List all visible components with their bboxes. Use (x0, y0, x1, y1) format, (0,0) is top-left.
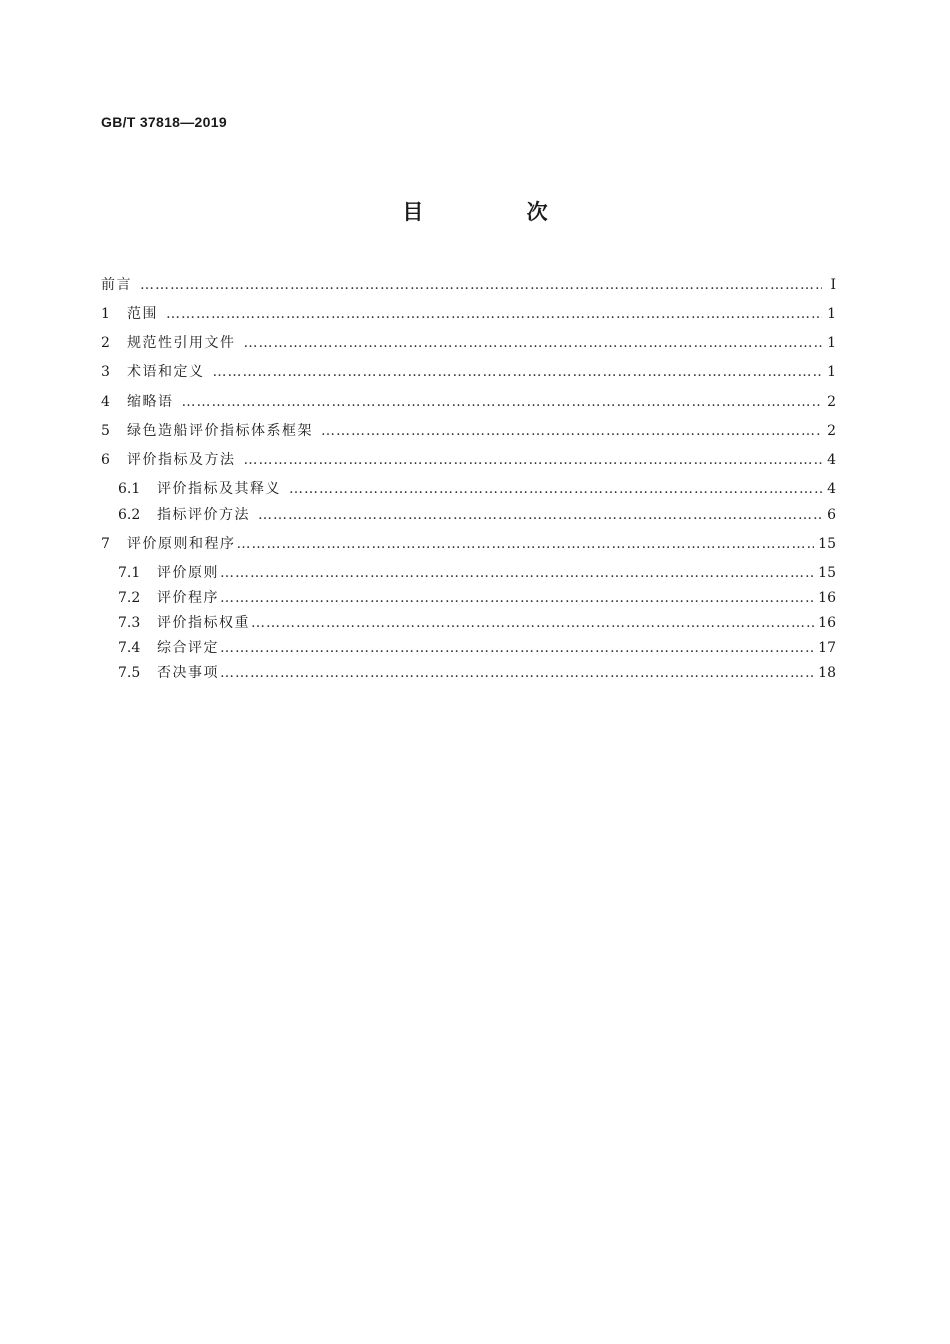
leader-dots (220, 587, 814, 609)
toc-entry-label: 评价程序 (157, 590, 219, 606)
standard-code: GB/T 37818—2019 (101, 114, 227, 130)
toc-entry-label: 绿色造船评价指标体系框架 (127, 423, 313, 439)
toc-entry-number: 3 (101, 364, 110, 380)
toc-entry-label: 评价指标权重 (157, 615, 250, 631)
toc-entry-number: 7.1 (118, 565, 141, 581)
toc-title: 目 次 (402, 200, 596, 224)
toc-entry-6[interactable] (101, 449, 836, 471)
toc-entry-number: 1 (101, 306, 110, 322)
toc-entry-page: 1 (827, 335, 836, 351)
leader-dots (237, 533, 815, 555)
toc-entry-number: 6.2 (118, 507, 141, 523)
toc-entry-page: 4 (827, 481, 836, 497)
toc-entry-page: 1 (827, 306, 836, 322)
toc-entry-label: 术语和定义 (127, 364, 205, 380)
toc-entry-label: 评价指标及其释义 (157, 481, 281, 497)
toc-entry-7[interactable] (101, 533, 836, 555)
toc-entry-page: 1 (827, 364, 836, 380)
leader-dots (258, 504, 822, 526)
toc-entry-7-4[interactable] (118, 637, 836, 659)
leader-dots (321, 420, 822, 442)
toc-entry-page: 6 (827, 507, 836, 523)
toc-entry-label: 范围 (127, 306, 158, 322)
toc-entry-6-2[interactable] (118, 504, 836, 526)
toc-entry-page: 17 (818, 640, 836, 656)
leader-dots (166, 303, 822, 325)
toc-entry-2[interactable] (101, 332, 836, 354)
leader-dots (213, 361, 823, 383)
leader-dots (182, 391, 823, 413)
toc-entry-number: 7.5 (118, 665, 141, 681)
toc-entry-label: 评价原则和程序 (127, 536, 236, 552)
toc-entry-page: 2 (827, 423, 836, 439)
leader-dots (244, 449, 823, 471)
toc-entry-number: 2 (101, 335, 110, 351)
toc-entry-label: 综合评定 (157, 640, 219, 656)
toc-entry-label: 规范性引用文件 (127, 335, 236, 351)
leader-dots (220, 637, 814, 659)
toc-entry-5[interactable] (101, 420, 836, 442)
toc-entry-label: 评价原则 (157, 565, 219, 581)
toc-entry-number: 6.1 (118, 481, 141, 497)
toc-entry-number: 7 (101, 536, 110, 552)
toc-entry-label: 缩略语 (127, 394, 174, 410)
toc-entry-number: 7.4 (118, 640, 141, 656)
toc-entry-label: 否决事项 (157, 665, 219, 681)
toc-entry-1[interactable] (101, 303, 836, 325)
toc-entry-page: 16 (818, 590, 836, 606)
toc-entry-label: 指标评价方法 (157, 507, 250, 523)
leader-dots (140, 274, 822, 296)
toc-entry-7-2[interactable] (118, 587, 836, 609)
toc-entry-label: 评价指标及方法 (127, 452, 236, 468)
toc-entry-page: 4 (827, 452, 836, 468)
toc-entry-3[interactable] (101, 361, 836, 383)
toc-entry-7-1[interactable] (118, 562, 836, 584)
toc-entry-page: 15 (818, 536, 836, 552)
toc-entry-page: 18 (818, 665, 836, 681)
toc-entry-number: 6 (101, 452, 110, 468)
toc-entry-number: 7.3 (118, 615, 141, 631)
toc-entry-page: 16 (818, 615, 836, 631)
toc-entry-7-5[interactable] (118, 662, 836, 684)
toc-entry-foreword[interactable] (101, 274, 836, 296)
leader-dots (289, 478, 822, 500)
leader-dots (220, 662, 814, 684)
toc-entry-page: Ⅰ (830, 277, 836, 293)
leader-dots (220, 562, 814, 584)
toc-entry-label: 前言 (101, 277, 132, 293)
leader-dots (244, 332, 823, 354)
leader-dots (251, 612, 814, 634)
toc-entry-number: 4 (101, 394, 110, 410)
toc-entry-number: 7.2 (118, 590, 141, 606)
toc-entry-page: 15 (818, 565, 836, 581)
toc-entry-page: 2 (827, 394, 836, 410)
toc-entry-6-1[interactable] (118, 478, 836, 500)
toc-entry-number: 5 (101, 423, 110, 439)
toc-entry-7-3[interactable] (118, 612, 836, 634)
toc-entry-4[interactable] (101, 391, 836, 413)
